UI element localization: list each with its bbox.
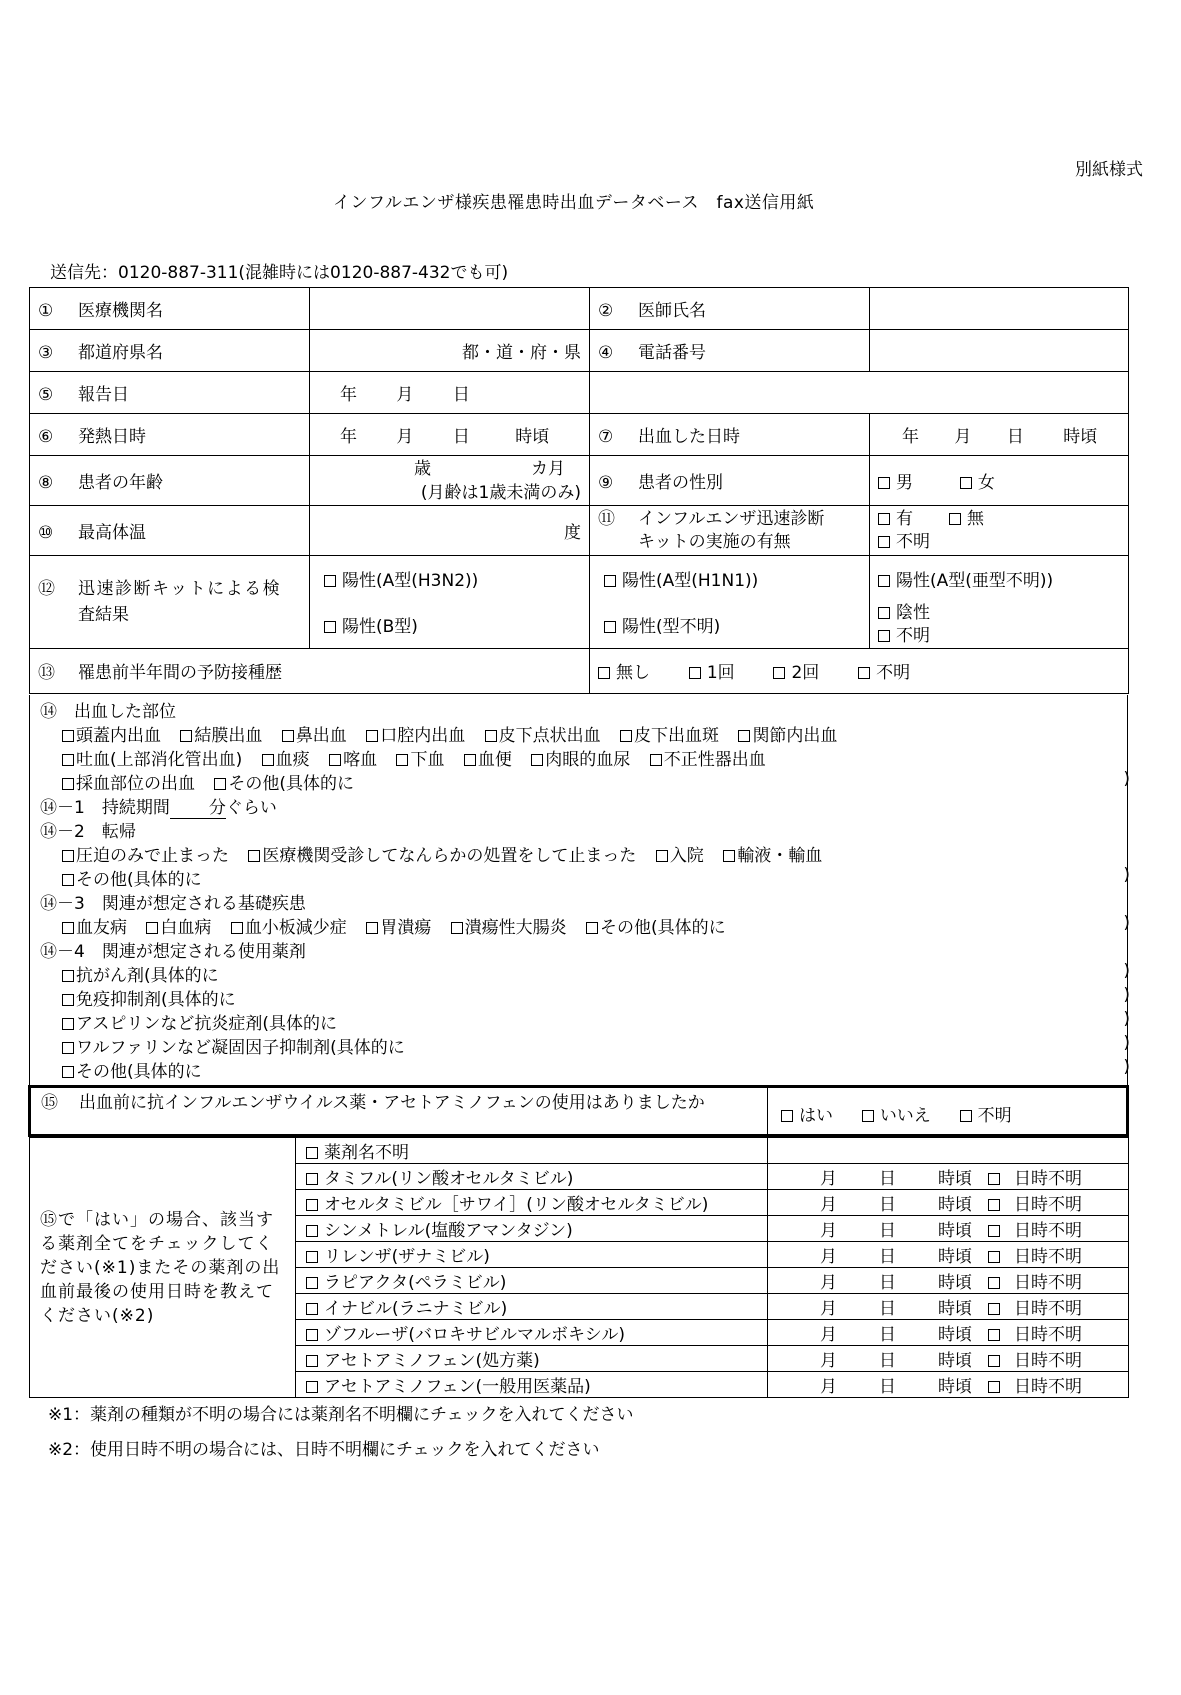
- q6-year: 年: [340, 427, 357, 447]
- q7-num: ⑦: [598, 427, 614, 447]
- q3-num: ③: [38, 343, 54, 363]
- disease-other-close-paren: ): [1123, 913, 1130, 933]
- date-day: 日: [879, 1169, 896, 1189]
- q15-yes-label: はい: [799, 1106, 833, 1126]
- q6-input-cell[interactable]: [310, 414, 590, 456]
- q15-yes-checkbox[interactable]: [781, 1110, 793, 1122]
- date-day: 日: [879, 1377, 896, 1397]
- q2-input-cell[interactable]: [870, 288, 1129, 330]
- date-month: 月: [820, 1351, 837, 1371]
- site-melena-label: 下血: [410, 750, 445, 770]
- q9-female-label: 女: [977, 473, 995, 493]
- row-6-7: [30, 414, 1129, 456]
- outcome-other-row: [62, 865, 1130, 890]
- site-bloody-stool-checkbox[interactable]: [464, 754, 476, 766]
- q12-label-line1: 迅速診断キットによる検: [78, 578, 282, 599]
- form-corner-label: 別紙様式: [1075, 160, 1143, 180]
- q11-label-line2: キットの実施の有無: [638, 531, 791, 552]
- q7-day: 日: [1006, 427, 1024, 447]
- q6-num: ⑥: [38, 427, 54, 447]
- disease-thrombocytopenia-checkbox[interactable]: [231, 922, 243, 934]
- q12-label-line2: 査結果: [78, 604, 129, 625]
- q8-num: ⑧: [38, 473, 54, 493]
- duration-suffix: ぐらい: [225, 798, 277, 818]
- q5-month: 月: [396, 385, 414, 405]
- q9-label: 患者の性別: [638, 473, 723, 493]
- q13-unknown-label: 不明: [876, 663, 911, 683]
- drug-acetaminophen-rx-date-unknown-checkbox[interactable]: [988, 1355, 1000, 1367]
- drug-relenza-date[interactable]: [768, 1242, 1129, 1268]
- q12-b-checkbox[interactable]: [324, 621, 336, 633]
- drug-rapiacta-label: ラピアクタ(ペラミビル): [324, 1273, 507, 1293]
- q11-unknown-label: 不明: [896, 531, 930, 552]
- row-13: [30, 648, 1129, 693]
- q1-input-cell[interactable]: [310, 288, 590, 330]
- q8-label: 患者の年齢: [78, 473, 163, 493]
- site-other-checkbox[interactable]: [214, 778, 226, 790]
- drug-rapiacta-checkbox[interactable]: [306, 1277, 318, 1289]
- q9-options: [870, 456, 1129, 506]
- date-time: 時頃: [938, 1169, 972, 1189]
- outcome-admission-label: 入院: [669, 846, 704, 866]
- date-time: 時頃: [938, 1273, 972, 1293]
- q4-num: ④: [598, 343, 614, 363]
- bleeding-sites-row2: [62, 745, 1112, 770]
- site-genital-label: 不正性器出血: [663, 750, 766, 770]
- date-month: 月: [820, 1325, 837, 1345]
- q5-num: ⑤: [38, 385, 54, 405]
- outcome-treatment-label: 医療機関受診してなんらかの処置をして止まった: [262, 846, 637, 866]
- q5-blank: [590, 372, 1129, 414]
- drug-anticoagulant-close-paren: ): [1123, 1033, 1130, 1053]
- q13-none-label: 無し: [616, 663, 650, 683]
- q15-box: [28, 1085, 1129, 1137]
- drug-unknown-name-blank: [768, 1138, 1129, 1164]
- site-other-close-paren: ): [1123, 769, 1130, 789]
- drug-tamiflu-label: タミフル(リン酸オセルタミビル): [324, 1169, 574, 1189]
- bleeding-section: [29, 695, 1128, 1086]
- q15-divider: [767, 1088, 768, 1134]
- site-melena-checkbox[interactable]: [396, 754, 408, 766]
- q12-unknown-label: 不明: [896, 625, 930, 646]
- q12-num: ⑫: [38, 578, 55, 599]
- q15-question-text: 出血前に抗インフルエンザウイルス薬・アセトアミノフェンの使用はありましたか: [79, 1093, 705, 1113]
- drug-row-anticoagulant: [62, 1033, 1130, 1058]
- drug-symmetrel-date[interactable]: [768, 1216, 1129, 1242]
- date-day: 日: [879, 1299, 896, 1319]
- disease-other-checkbox[interactable]: [586, 922, 598, 934]
- drug-other-checkbox[interactable]: [62, 1066, 74, 1078]
- date-unknown-label: 日時不明: [1014, 1377, 1082, 1397]
- row-1-2: [30, 288, 1129, 330]
- site-venipuncture-label: 採血部位の出血: [76, 774, 195, 794]
- site-petechiae-label: 皮下点状出血: [498, 726, 601, 746]
- q8-input-cell[interactable]: [310, 456, 590, 506]
- drug-row-unknown-name: [30, 1138, 1129, 1164]
- q10-input-cell[interactable]: [310, 506, 590, 556]
- site-oral-label: 口腔内出血: [380, 726, 466, 746]
- q15-unknown-checkbox[interactable]: [960, 1110, 972, 1122]
- site-bloody-stool-label: 血便: [477, 750, 512, 770]
- q10-num: ⑩: [38, 523, 54, 543]
- date-time: 時頃: [938, 1325, 972, 1345]
- drug-unknown-name-label: 薬剤名不明: [324, 1143, 409, 1163]
- date-day: 日: [879, 1221, 896, 1241]
- q11-yes-checkbox[interactable]: [878, 513, 890, 525]
- date-day: 日: [879, 1351, 896, 1371]
- q13-unknown-checkbox[interactable]: [858, 667, 870, 679]
- q15-unknown-label: 不明: [977, 1106, 1012, 1126]
- q10-label: 最高体温: [78, 523, 146, 543]
- q11-unknown-checkbox[interactable]: [878, 536, 890, 548]
- disease-leukemia-label: 白血病: [160, 918, 212, 938]
- q7-label: 出血した日時: [638, 427, 740, 447]
- drug-inavir-date-unknown-checkbox[interactable]: [988, 1303, 1000, 1315]
- q1-label: 医療機関名: [78, 301, 163, 321]
- date-time: 時頃: [938, 1299, 972, 1319]
- q13-once-checkbox[interactable]: [689, 667, 701, 679]
- antiviral-drug-table: [29, 1137, 1129, 1398]
- site-sputum-checkbox[interactable]: [262, 754, 274, 766]
- site-intracranial-label: 頭蓋内出血: [76, 726, 161, 746]
- site-hematuria-label: 肉眼的血尿: [545, 750, 631, 770]
- drug-anticancer-checkbox[interactable]: [62, 970, 74, 982]
- site-other-label: その他(具体的に: [228, 774, 355, 794]
- disease-other-label: その他(具体的に: [600, 918, 726, 938]
- date-unknown-label: 日時不明: [1014, 1299, 1082, 1319]
- outcome-transfusion-label: 輸液・輸血: [737, 846, 823, 866]
- q9-num: ⑨: [598, 473, 614, 493]
- q7-input-cell[interactable]: [870, 414, 1129, 456]
- q4-label: 電話番号: [638, 343, 706, 363]
- duration-input[interactable]: [170, 793, 226, 819]
- drug-other-close-paren: ): [1123, 1057, 1130, 1077]
- disease-colitis-label: 潰瘍性大腸炎: [464, 918, 567, 938]
- q13-none-checkbox[interactable]: [598, 667, 610, 679]
- q11-num: ⑪: [598, 508, 615, 529]
- q12-a-unknown-subtype-checkbox[interactable]: [878, 575, 890, 587]
- drug-symmetrel-label: シンメトレル(塩酸アマンタジン): [324, 1221, 573, 1241]
- drug-xofluza-checkbox[interactable]: [306, 1329, 318, 1341]
- site-joint-label: 関節内出血: [752, 726, 838, 746]
- q15-options: [781, 1101, 1012, 1126]
- date-month: 月: [820, 1221, 837, 1241]
- site-petechiae-checkbox[interactable]: [485, 730, 497, 742]
- drug-antiinflammatory-checkbox[interactable]: [62, 1018, 74, 1030]
- drug-acetaminophen-rx-date[interactable]: [768, 1346, 1129, 1372]
- date-month: 月: [820, 1169, 837, 1189]
- outcome-admission-checkbox[interactable]: [656, 850, 668, 862]
- disease-leukemia-checkbox[interactable]: [146, 922, 158, 934]
- date-month: 月: [820, 1273, 837, 1293]
- drug-row-other: [62, 1057, 1130, 1082]
- disease-thrombocytopenia-label: 血小板減少症: [244, 918, 347, 938]
- q5-day: 日: [452, 385, 470, 405]
- site-ecchymosis-label: 皮下出血斑: [634, 726, 720, 746]
- site-genital-checkbox[interactable]: [650, 754, 662, 766]
- drug-acetaminophen-rx-label: アセトアミノフェン(処方薬): [324, 1351, 540, 1371]
- q15-no-checkbox[interactable]: [862, 1110, 874, 1122]
- drug-rapiacta-date[interactable]: [768, 1268, 1129, 1294]
- drug-symmetrel-checkbox[interactable]: [306, 1225, 318, 1237]
- outcome-compression-checkbox[interactable]: [62, 850, 74, 862]
- drug-tamiflu-date[interactable]: [768, 1164, 1129, 1190]
- disease-gastric-ulcer-label: 胃潰瘍: [380, 918, 432, 938]
- q13-num: ⑬: [38, 663, 55, 683]
- drug-oseltamivir-sawai-label: オセルタミビル［サワイ］(リン酸オセルタミビル): [324, 1195, 709, 1215]
- duration-line: [40, 793, 1090, 819]
- drug-acetaminophen-otc-date-unknown-checkbox[interactable]: [988, 1381, 1000, 1393]
- q12-b-label: 陽性(B型): [342, 617, 418, 637]
- row-3-4: [30, 330, 1129, 372]
- date-time: 時頃: [938, 1377, 972, 1397]
- drug-unknown-name-checkbox[interactable]: [306, 1147, 318, 1159]
- drug-oseltamivir-sawai-date-unknown-checkbox[interactable]: [988, 1199, 1000, 1211]
- site-conjunctival-label: 結膜出血: [194, 726, 263, 746]
- site-conjunctival-checkbox[interactable]: [180, 730, 192, 742]
- footnote-1: ※1：薬剤の種類が不明の場合には薬剤名不明欄にチェックを入れてください: [48, 1405, 634, 1425]
- q2-num: ②: [598, 301, 614, 321]
- site-oral-checkbox[interactable]: [366, 730, 378, 742]
- outcome-other-close-paren: ): [1123, 865, 1130, 885]
- site-nasal-label: 鼻出血: [295, 726, 347, 746]
- drug-heading: ⑭－4 関連が想定される使用薬剤: [40, 942, 306, 962]
- disease-hemophilia-checkbox[interactable]: [62, 922, 74, 934]
- drug-relenza-label: リレンザ(ザナミビル): [324, 1247, 490, 1267]
- site-venipuncture-checkbox[interactable]: [62, 778, 74, 790]
- drug-inavir-checkbox[interactable]: [306, 1303, 318, 1315]
- date-unknown-label: 日時不明: [1014, 1351, 1082, 1371]
- q11-options: [870, 506, 1129, 556]
- q13-twice-checkbox[interactable]: [773, 667, 785, 679]
- disease-heading: ⑭－3 関連が想定される基礎疾患: [40, 894, 306, 914]
- q11-no-label: 無: [967, 508, 984, 529]
- date-time: 時頃: [938, 1351, 972, 1371]
- form-title: インフルエンザ様疾患罹患時出血データベース fax送信用紙: [333, 193, 815, 213]
- drug-acetaminophen-otc-date[interactable]: [768, 1372, 1129, 1398]
- drug-instructions: ⑮で「はい」の場合、該当する薬剤全てをチェックしてください(※1)またその薬剤の出血前最後の使用日時を教えてください(※2): [30, 1138, 296, 1398]
- q5-year: 年: [340, 385, 357, 405]
- drug-anticancer-label: 抗がん剤(具体的に: [76, 966, 219, 986]
- drug-antiinflammatory-label: アスピリンなど抗炎症剤(具体的に: [76, 1014, 337, 1034]
- bleeding-sites-row1: [62, 721, 1112, 746]
- q12-a-h1n1-label: 陽性(A型(H1N1)): [622, 571, 759, 592]
- site-sputum-label: 血痰: [275, 750, 310, 770]
- site-joint-checkbox[interactable]: [738, 730, 750, 742]
- date-unknown-label: 日時不明: [1014, 1195, 1082, 1215]
- q11-yes-label: 有: [896, 508, 913, 529]
- q5-input-cell[interactable]: [310, 372, 590, 414]
- site-hematemesis-checkbox[interactable]: [62, 754, 74, 766]
- drug-immunosuppressant-close-paren: ): [1123, 985, 1130, 1005]
- date-month: 月: [820, 1377, 837, 1397]
- drug-xofluza-date-unknown-checkbox[interactable]: [988, 1329, 1000, 1341]
- date-day: 日: [879, 1247, 896, 1267]
- q12-unknown-checkbox[interactable]: [878, 630, 890, 642]
- q12-unknown-type-label: 陽性(型不明): [622, 617, 721, 637]
- date-time: 時頃: [938, 1247, 972, 1267]
- drug-oseltamivir-sawai-date[interactable]: [768, 1190, 1129, 1216]
- drug-symmetrel-date-unknown-checkbox[interactable]: [988, 1225, 1000, 1237]
- date-unknown-label: 日時不明: [1014, 1325, 1082, 1345]
- q2-label: 医師氏名: [638, 301, 706, 321]
- drug-relenza-checkbox[interactable]: [306, 1251, 318, 1263]
- drug-immunosuppressant-checkbox[interactable]: [62, 994, 74, 1006]
- q1-num: ①: [38, 301, 54, 321]
- date-time: 時頃: [938, 1221, 972, 1241]
- q9-male-checkbox[interactable]: [878, 477, 890, 489]
- duration-unit: 分: [208, 798, 226, 818]
- date-time: 時頃: [938, 1195, 972, 1215]
- q7-month: 月: [954, 427, 972, 447]
- site-intracranial-checkbox[interactable]: [62, 730, 74, 742]
- site-hematemesis-label: 吐血(上部消化管出血): [76, 750, 243, 770]
- row-8-9: [30, 456, 1129, 506]
- q15-no-label: いいえ: [879, 1106, 931, 1126]
- date-month: 月: [820, 1247, 837, 1267]
- site-nasal-checkbox[interactable]: [282, 730, 294, 742]
- q7-time: 時頃: [1063, 427, 1098, 447]
- outcome-row1: [62, 841, 1112, 866]
- drug-row-anticancer: [62, 961, 1130, 986]
- outcome-compression-label: 圧迫のみで止まった: [76, 846, 229, 866]
- drug-anticoagulant-label: ワルファリンなど凝固因子抑制剤(具体的に: [76, 1038, 405, 1058]
- q12-a-unknown-subtype-label: 陽性(A型(亜型不明)): [896, 571, 1054, 592]
- date-unknown-label: 日時不明: [1014, 1221, 1082, 1241]
- row-5: [30, 372, 1129, 414]
- outcome-transfusion-checkbox[interactable]: [723, 850, 735, 862]
- site-hematuria-checkbox[interactable]: [531, 754, 543, 766]
- q15-question: [41, 1091, 786, 1115]
- q13-once-label: 1回: [706, 663, 735, 683]
- q3-input-cell[interactable]: [310, 330, 590, 372]
- q13-twice-label: 2回: [791, 663, 820, 683]
- date-day: 日: [879, 1195, 896, 1215]
- q8-note: (月齢は1歳未満のみ): [420, 482, 581, 503]
- date-unknown-label: 日時不明: [1014, 1169, 1082, 1189]
- drug-anticoagulant-checkbox[interactable]: [62, 1042, 74, 1054]
- row-10-11: [30, 506, 1129, 556]
- footnote-2: ※2：使用日時不明の場合には、日時不明欄にチェックを入れてください: [48, 1440, 600, 1460]
- bleeding-sites-row3: [62, 769, 1130, 794]
- date-month: 月: [820, 1195, 837, 1215]
- q12-a-h3n2-label: 陽性(A型(H3N2)): [342, 571, 479, 592]
- q6-day: 日: [452, 427, 470, 447]
- q13-label: 罹患前半年間の予防接種歴: [78, 663, 282, 683]
- drug-acetaminophen-rx-checkbox[interactable]: [306, 1355, 318, 1367]
- drug-relenza-date-unknown-checkbox[interactable]: [988, 1251, 1000, 1263]
- duration-label: ⑭－1 持続期間: [40, 798, 170, 818]
- q11-no-checkbox[interactable]: [949, 513, 961, 525]
- q9-female-checkbox[interactable]: [960, 477, 972, 489]
- drug-other-label: その他(具体的に: [76, 1062, 202, 1082]
- disease-hemophilia-label: 血友病: [76, 918, 127, 938]
- site-hemoptysis-label: 喀血: [343, 750, 378, 770]
- disease-row: [62, 913, 1130, 938]
- send-to-line: 送信先：0120-887-311(混雑時には0120-887-432でも可): [50, 263, 509, 283]
- q7-year: 年: [902, 427, 919, 447]
- q12-a-h3n2-checkbox[interactable]: [324, 575, 336, 587]
- drug-inavir-label: イナビル(ラニナミビル): [324, 1299, 508, 1319]
- q12-a-h1n1-checkbox[interactable]: [604, 575, 616, 587]
- q4-input-cell[interactable]: [870, 330, 1129, 372]
- q12-negative-label: 陰性: [896, 602, 930, 623]
- q13-options: [590, 648, 1129, 693]
- date-month: 月: [820, 1299, 837, 1319]
- q12-unknown-type-checkbox[interactable]: [604, 621, 616, 633]
- disease-gastric-ulcer-checkbox[interactable]: [366, 922, 378, 934]
- drug-tamiflu-date-unknown-checkbox[interactable]: [988, 1173, 1000, 1185]
- main-form-table: [29, 287, 1129, 694]
- q9-male-label: 男: [896, 473, 913, 493]
- date-unknown-label: 日時不明: [1014, 1273, 1082, 1293]
- q12-negative-checkbox[interactable]: [878, 607, 890, 619]
- disease-colitis-checkbox[interactable]: [451, 922, 463, 934]
- drug-oseltamivir-sawai-checkbox[interactable]: [306, 1199, 318, 1211]
- outcome-other-label: その他(具体的に: [76, 870, 202, 890]
- q6-time: 時頃: [515, 427, 550, 447]
- date-day: 日: [879, 1325, 896, 1345]
- drug-anticancer-close-paren: ): [1123, 961, 1130, 981]
- q8-age-unit: 歳: [414, 458, 431, 479]
- q15-num: ⑮: [41, 1093, 58, 1113]
- drug-row-antiinflammatory: [62, 1009, 1130, 1034]
- drug-antiinflammatory-close-paren: ): [1123, 1009, 1130, 1029]
- site-hemoptysis-checkbox[interactable]: [329, 754, 341, 766]
- q10-unit: 度: [564, 523, 581, 543]
- outcome-heading: ⑭－2 転帰: [40, 822, 136, 842]
- drug-xofluza-date[interactable]: [768, 1320, 1129, 1346]
- site-ecchymosis-checkbox[interactable]: [620, 730, 632, 742]
- drug-xofluza-label: ゾフルーザ(バロキサビルマルボキシル): [324, 1325, 625, 1345]
- q6-label: 発熱日時: [78, 427, 146, 447]
- outcome-other-checkbox[interactable]: [62, 874, 74, 886]
- date-unknown-label: 日時不明: [1014, 1247, 1082, 1267]
- q3-label: 都道府県名: [78, 343, 163, 363]
- bleeding-heading: ⑭ 出血した部位: [40, 702, 176, 722]
- outcome-treatment-checkbox[interactable]: [248, 850, 260, 862]
- q8-month-unit: カ月: [531, 458, 565, 479]
- drug-acetaminophen-otc-checkbox[interactable]: [306, 1381, 318, 1393]
- drug-inavir-date[interactable]: [768, 1294, 1129, 1320]
- drug-acetaminophen-otc-label: アセトアミノフェン(一般用医薬品): [324, 1377, 591, 1397]
- q5-label: 報告日: [78, 385, 129, 405]
- date-day: 日: [879, 1273, 896, 1293]
- drug-tamiflu-checkbox[interactable]: [306, 1173, 318, 1185]
- drug-immunosuppressant-label: 免疫抑制剤(具体的に: [76, 990, 236, 1010]
- drug-row-immunosuppressant: [62, 985, 1130, 1010]
- q11-label-line1: インフルエンザ迅速診断: [638, 508, 825, 529]
- q6-month: 月: [396, 427, 414, 447]
- row-12a: [30, 556, 1129, 602]
- drug-rapiacta-date-unknown-checkbox[interactable]: [988, 1277, 1000, 1289]
- q3-suffix: 都・道・府・県: [462, 343, 581, 363]
